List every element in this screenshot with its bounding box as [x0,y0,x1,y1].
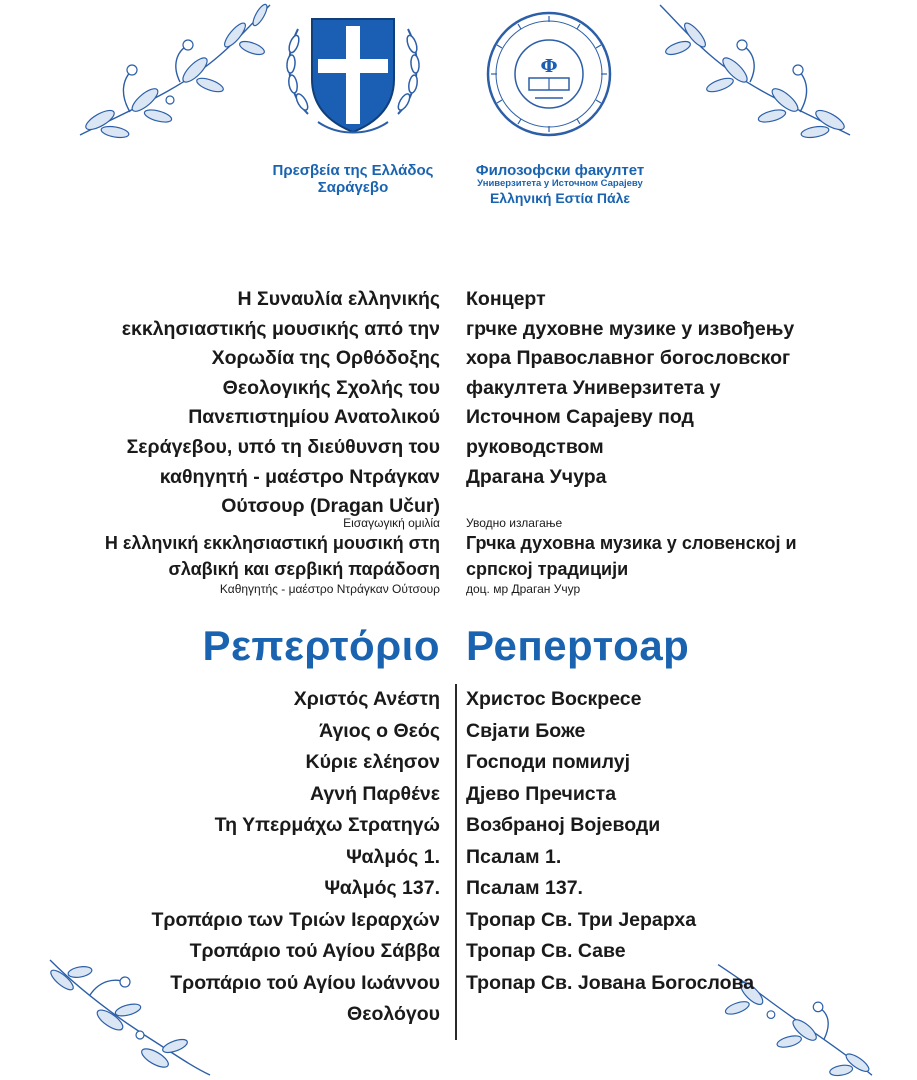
concert-greek-line: καθηγητή - μαέστρο Ντράγκαν [159,465,440,488]
faculty-seal-icon [485,10,613,143]
talk-greek-title: σλαβική και σερβική παράδοση [168,559,440,579]
greek-coat-of-arms-icon [278,4,428,149]
concert-serbian-line: факултета Универзитета у [466,376,721,399]
concert-serbian-line: грчке духовне музике у извођењу [466,317,795,340]
talk-serbian-title: Грчка духовна музика у словенској и [466,533,797,553]
concert-serbian-line: Концерт [466,288,546,310]
column-divider [455,684,457,1040]
list-item: Ψαλμός 137. [324,877,440,899]
talk-greek-speaker: Καθηγητής - μαέστρο Ντράγκαν Ούτσουρ [219,582,440,596]
olive-branch-top-left-icon [70,0,290,150]
list-item: Τροπάριο τού Αγίου Σάββα [189,940,440,962]
embassy-line1: Πρεσβεία της Ελλάδος [272,162,434,179]
list-item: Возбраној Војеводи [466,814,661,836]
list-item: Άγιος ο Θεός [319,719,440,742]
list-item: Τη Υπερμάχω Στρατηγώ [214,814,440,836]
list-item: Псалам 1. [466,845,562,868]
list-item: Θεολόγου [347,1003,440,1025]
list-item: Τροπάριο των Τριών Ιεραρχών [151,908,440,931]
repertoire-list-greek [40,684,440,1031]
list-item: Дјево Пречиста [466,782,617,805]
talk-greek [40,516,440,596]
repertoire-title-greek: Ρεπερτόριο [202,622,440,669]
svg-text:Ф: Ф [540,56,558,77]
faculty-line2: Универзитета у Источном Сарајеву [477,178,643,190]
list-item: Тропар Св. Три Јерарха [466,908,697,931]
list-item: Ψαλμός 1. [346,845,440,868]
list-item: Псалам 137. [466,877,583,899]
embassy-name [253,162,453,197]
concert-greek [40,285,440,522]
talk-serbian-speaker: доц. мр Драган Учур [466,582,581,596]
concert-serbian-line: Источном Сарајеву под [466,406,694,429]
faculty-line3: Ελληνική Εστία Πάλε [489,190,631,207]
concert-serbian-line: хора Православног богословског [466,347,791,370]
list-item: Свјати Боже [466,719,586,742]
embassy-line2: Σαράγεβο [317,179,389,197]
concert-serbian [466,285,886,492]
concert-serbian-line: Драгана Учура [466,465,607,488]
concert-serbian-line: руководством [466,435,604,458]
talk-greek-title: Η ελληνική εκκλησιαστική μουσική στη [104,533,440,553]
talk-serbian-title: српској традицији [466,559,629,579]
concert-greek-line: Θεολογικής Σχολής του [222,376,440,399]
list-item: Христос Воскресе [466,688,642,710]
concert-greek-line: Πανεπιστημίου Ανατολικού [188,406,440,429]
list-item: Τροπάριο τού Αγίου Ιωάννου [170,971,440,994]
list-item: Αγνή Παρθένε [310,782,440,805]
talk-serbian-label: Уводно излагање [466,516,563,530]
olive-branch-top-right-icon [640,0,860,150]
faculty-line1: Филозофски факултет [475,162,645,179]
list-item: Κύριε ελέησον [305,751,440,773]
concert-greek-line: εκκλησιαστικής μουσικής από την [121,317,440,340]
list-item: Тропар Св. Јована Богослова [466,971,755,994]
concert-greek-line: Χορωδία της Ορθόδοξης [211,347,440,370]
talk-serbian [466,516,886,596]
list-item: Тропар Св. Саве [466,940,626,962]
list-item: Χριστός Ανέστη [293,688,440,710]
list-item: Господи помилуј [466,751,631,773]
repertoire-list-serbian [466,684,886,999]
concert-greek-line: Σεράγεβου, υπό τη διεύθυνση του [126,435,440,458]
talk-greek-label: Εισαγωγική ομιλία [343,516,440,530]
faculty-name [455,162,665,206]
concert-greek-line: Η Συναυλία ελληνικής [237,288,440,310]
concert-greek-line: Ούτσουρ (Dragan Učur) [221,495,440,518]
repertoire-title-serbian: Репертоар [466,622,690,669]
